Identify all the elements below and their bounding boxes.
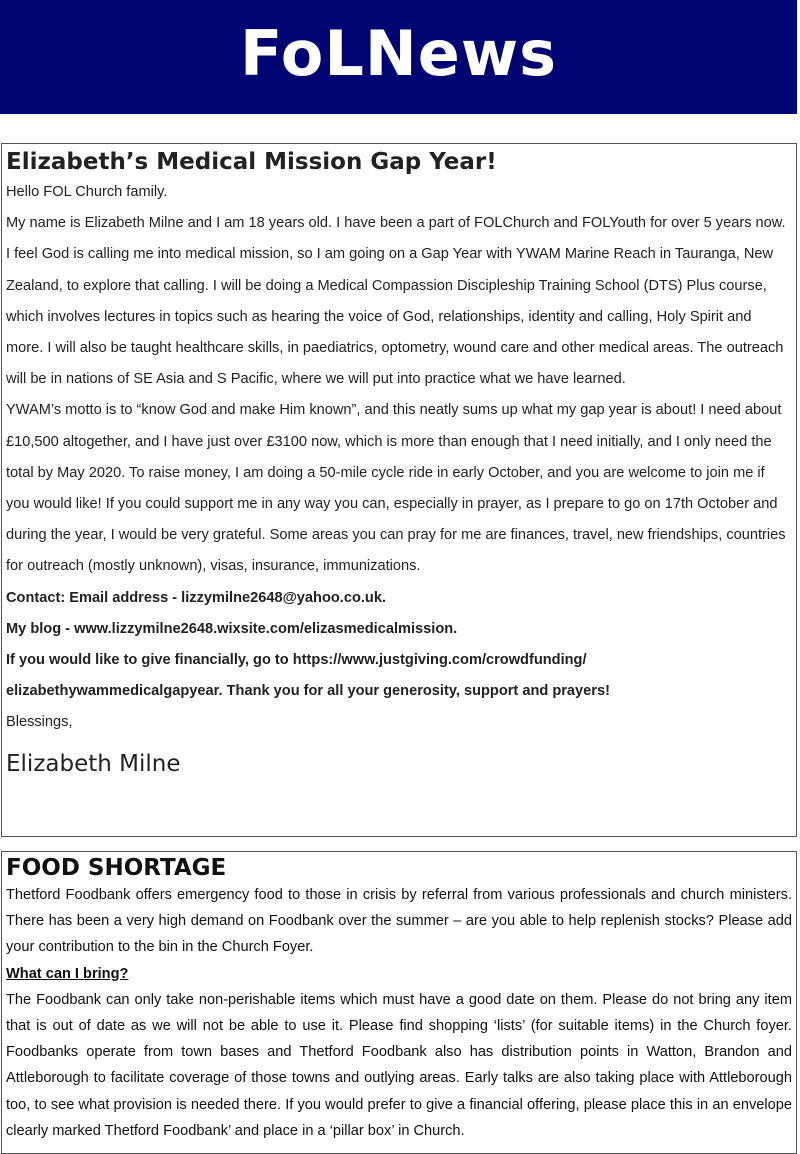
subheading: What can I bring? [6,965,129,982]
newsletter-title: FoLNews [239,16,558,90]
article-body [6,177,792,739]
masthead [0,0,797,114]
article-gap-year [1,143,797,837]
article-body [6,882,792,1144]
greeting: Hello FOL Church family. [6,184,168,200]
signature: Elizabeth Milne [6,750,181,777]
paragraph-foodbank: Thetford Foodbank offers emergency food to those in crisis by referral from various professionals and church ministers. There has been a very high demand on Foodbank over the summer – are you able to help replenish stocks? Please add your contribution to the bin in the Church Foyer. [6,887,792,956]
article-headline: FOOD SHORTAGE [6,855,227,881]
giving-line-2: elizabethywammedicalgapyear. Thank you for all your generosity, support and prayers! [6,683,610,700]
article-food-shortage [1,851,797,1154]
paragraph-intro: My name is Elizabeth Milne and I am 18 years old. I have been a part of FOLChurch and FOLYouth for over 5 years now. I feel God is calling me into medical mission, so I am going on a Gap Year with YWAM Marine Reach in Tauranga, New Zealand, to explore that calling. I will be doing a Medical Compassion Discipleship Training School (DTS) Plus course, which involves lectures in topics such as hearing the voice of God, relationships, identity and calling, Holy Spirit and more. I will also be taught healthcare skills, in paediatrics, optometry, wound care and other medical areas. The outreach will be in nations of SE Asia and S Pacific, where we will put into practice what we have learned. [6,215,786,388]
article-headline: Elizabeth’s Medical Mission Gap Year! [6,149,497,175]
contact-line: Contact: Email address - lizzymilne2648@yahoo.co.uk. [6,589,387,606]
paragraph-motto: YWAM’s motto is to “know God and make Him known”, and this neatly sums up what my gap year is about! I need about £10,500 altogether, and I have just over £3100 now, which is more than enough that I need initially, and I only need the total by May 2020. To raise money, I am doing a 50-mile cycle ride in early October, and you are welcome to join me if you would like! If you could support me in any way you can, especially in prayer, as I prepare to go on 17th October and during the year, I would be very grateful. Some areas you can pray for me are finances, travel, new friendships, countries for outreach (mostly unknown), visas, insurance, immunizations. [6,402,786,575]
closing: Blessings, [6,714,73,731]
blog-line: My blog - www.lizzymilne2648.wixsite.com/elizasmedicalmission. [6,620,458,637]
paragraph-what-to-bring: The Foodbank can only take non-perishable items which must have a good date on them. Please do not bring any item that is out of date as we will not be able to use it. Please find shopping ‘lists’ (for suitable items) in the Church foyer. Foodbanks operate from town bases and Thetford Foodbank also has distribution points in Watton, Brandon and Attleborough to facilitate coverage of those towns and outlying areas. Early talks are also taking place with Attleborough too, to see what provision is needed there. If you would prefer to give a financial offering, please place this in an envelope clearly marked Thetford Foodbank’ and place in a ‘pillar box’ in Church. [6,991,792,1139]
giving-line-1: If you would like to give financially, go to https://www.justgiving.com/crowdfunding/ [6,652,587,669]
